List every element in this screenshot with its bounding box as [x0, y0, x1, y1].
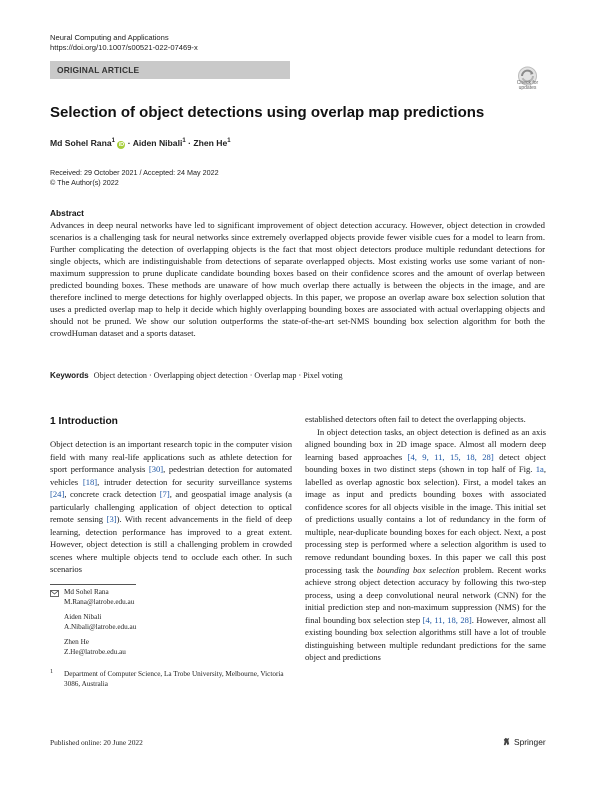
citation-link[interactable]: [7] [159, 489, 170, 500]
abstract-heading: Abstract [50, 208, 84, 218]
section-heading-introduction: 1 Introduction [50, 416, 118, 427]
footnote-divider [50, 584, 136, 585]
journal-header [50, 33, 198, 54]
check-for-updates-label: Check for updates [516, 80, 539, 92]
contact-name: Aiden Nibali [64, 613, 102, 621]
paragraph: In object detection tasks, an object detection is defined as an axis aligned bounding box in 2D image space. Almost all modern deep learning based approaches [4, 9, 11, 15, 18, 28] detect object bounding boxes in two distinct steps (shown in top half of Fig. 1a, labelled as overlap agnostic box selection). First, a model takes an image as input and predicts bounding boxes with associated confidence scores for all objects visible in the image. This initial set of predictions usually contains a lot of redundancy in the form of multiple, near-duplicate bounding boxes for each object. Next, a post processing step is performed where a selection algorithm is used to remove redundant bounding boxes. In this paper we call this post processing task the bounding box selection problem. Recent works achieve strong object detection accuracy by following this two-step process, using a deep convolutional neural network (CNN) for the initial prediction step and non-maximum suppression (NMS) for the final bounding box selection step [4, 11, 18, 28]. However, almost all existing bounding box selection algorithms still have a lot of trouble distinguishing between multiple redundant predictions for the same object and predictions [305, 426, 546, 663]
citation-link[interactable]: [4, 9, 11, 15, 18, 28] [407, 451, 494, 462]
springer-horse-icon [502, 737, 511, 746]
abstract-text: Advances in deep neural networks have led to significant improvement of object detection accuracy. However, object detection in crowded scenarios is a challenging task for neural networks since extremely overlapped objects provide fewer visible cues for a model to learn from. Further complicating the detection of overlapping objects is the fact that most object detectors produce multiple redundant detections for single objects, which are indistinguishable from detections of separate overlapped objects. Most existing works use some variant of non-maximum suppression to prune duplicate candidate bounding boxes based on their confidence scores and the amount of overlap between predicted bounding boxes. These methods are unaware of how much overlap there actually is between the objects in the image, and are therefore inclined to merge detections for highly overlapped objects. In this paper, we propose an overlap aware box selection solution that uses a predicted overlap map to help it decide which highly overlapping bounding boxes are associated with actual overlapping objects and should not be pruned. We show our solution outperforms the state-of-the-art set-NMS bounding box selection algorithm for both the crowdHuman dataset and a sports dataset. [50, 220, 545, 338]
contact-email[interactable]: A.Nibali@latrobe.edu.au [64, 623, 137, 631]
article-type-banner [50, 61, 290, 79]
figure-link[interactable]: 1a [535, 464, 544, 475]
citation-link[interactable]: [3] [106, 514, 117, 525]
intro-column-left [50, 438, 292, 576]
author-separator: · [188, 138, 191, 148]
contact-email[interactable]: M.Rana@latrobe.edu.au [64, 598, 135, 606]
keywords [50, 371, 343, 380]
contact-email[interactable]: Z.He@latrobe.edu.au [64, 648, 126, 656]
affiliation: Department of Computer Science, La Trobe University, Melbourne, Victoria 3086, Australia [64, 670, 284, 688]
publisher-logo [502, 737, 546, 747]
keywords-list: Object detection · Overlapping object detection · Overlap map · Pixel voting [93, 371, 343, 380]
received-accepted: Received: 29 October 2021 / Accepted: 24 May 2022 [50, 168, 219, 177]
citation-link[interactable]: [24] [50, 489, 65, 500]
author-list: Md Sohel Rana$^1$ iD · Aiden Nibali$^1$ · Zhen He$^1$ [50, 138, 231, 148]
paragraph: established detectors often fail to detect the overlapping objects. [305, 414, 526, 424]
article-type-label: ORIGINAL ARTICLE [57, 65, 140, 75]
affiliation-number: 1 [50, 668, 54, 675]
journal-name: Neural Computing and Applications [50, 33, 169, 42]
article-title: Selection of object detections using overlap map predictions [50, 104, 485, 121]
paragraph: Object detection is an important research topic in the computer vision field with many real-life applications such as athlete detection for sport performance analysis [30], pedestrian detection for automated vehicles [18], intruder detection for security surveillance systems [24], concrete crack detection [7], and geospatial image analysis (a particularly challenging application of object detection to optical remote sensing [3]). With recent advancements in the field of deep learning, detection performance has improved to a great extent. However, object detection is still a challenging problem in crowded scenes where multiple objects tend to occlude each other. In such scenarios [50, 439, 292, 575]
citation-link[interactable]: [30] [148, 464, 164, 475]
email-icon [50, 590, 59, 597]
citation-link[interactable]: [18] [82, 476, 98, 487]
doi-link[interactable]: https://doi.org/10.1007/s00521-022-07469-x [50, 43, 198, 53]
author-name[interactable]: Aiden Nibali [132, 138, 183, 148]
author-name[interactable]: Md Sohel Rana [50, 138, 112, 148]
contact-name: Md Sohel Rana [64, 588, 109, 596]
publisher-name: Springer [514, 737, 546, 747]
keywords-label: Keywords [50, 371, 89, 380]
citation-link[interactable]: [4, 11, 18, 28] [422, 614, 472, 625]
intro-column-right [305, 413, 546, 664]
copyright: © The Author(s) 2022 [50, 178, 119, 187]
published-online: Published online: 20 June 2022 [50, 738, 143, 747]
author-name[interactable]: Zhen He [193, 138, 228, 148]
orcid-icon[interactable]: iD [118, 142, 125, 148]
author-separator: · [127, 138, 131, 148]
emphasized-term: bounding box selection [376, 564, 460, 575]
article-dates [50, 168, 219, 188]
contact-name: Zhen He [64, 638, 89, 646]
author-contact-list [64, 587, 136, 657]
